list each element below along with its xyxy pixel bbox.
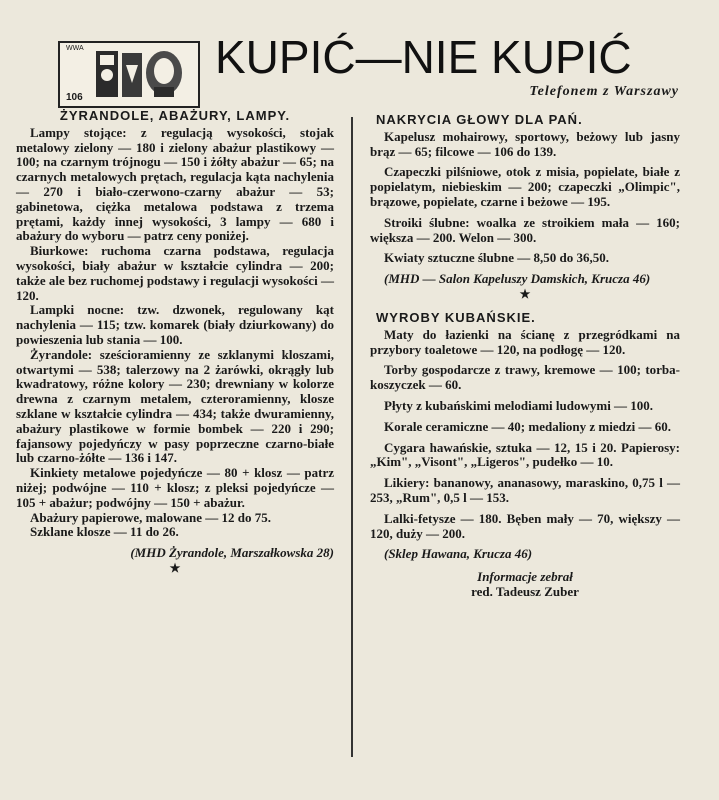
paragraph: Płyty z kubańskimi melodiami ludowymi — 100. (384, 397, 654, 413)
section-heading-cuban: WYROBY KUBAŃSKIE. (376, 309, 536, 325)
author-label: Informacje zebrał (477, 569, 573, 585)
paragraph: Lalki-fetysze — 180. Bęben mały — 70, większy — 120, duży — 200. (370, 510, 680, 541)
paragraph: Cygara hawańskie, sztuka — 12, 15 i 20. Papierosy: „Kim", „Visont", „Ligeros", pudełko — 10. (370, 439, 680, 470)
paragraph: Maty do łazienki na ścianę z przegródkami na przybory toaletowe — 120, na podłogę — 120. (370, 326, 680, 357)
logo-caption: WWA (66, 45, 84, 52)
right-column (370, 113, 680, 600)
paragraph: Lampy stojące: z regulacją wysokości, stojak metalowy zielony — 180 i zielony abażur plastikowy — 100; na czarnym trójnogu — 150 i żółty abażur — 65; na czarnych metalowych prętach, regulacja kąta nachylenia — 270 i biało-czerwono-czarny abażur — 53; gabinetowa, ciężka metalowa podstawa z trzema prętami, każdy innej wysokości, 3 lampy — 680 i abażury do wyboru — patrz ceny poniżej. (16, 124, 334, 244)
source-credit: (MHD Żyrandole, Marszałkowska 28) (130, 545, 334, 561)
source-credit: (MHD — Salon Kapeluszy Damskich, Krucza 46) (384, 271, 651, 287)
column-logo (58, 41, 200, 108)
star-separator-icon: ★ (169, 560, 181, 575)
paragraph: Korale ceramiczne — 40; medaliony z miedzi — 60. (384, 418, 672, 434)
page-title: KUPIĆ—NIE KUPIĆ (215, 31, 632, 83)
logo-number: 106 (66, 92, 83, 103)
paragraph: Kwiaty sztuczne ślubne — 8,50 do 36,50. (384, 250, 609, 266)
author-credit (370, 570, 680, 600)
paragraph: Lampki nocne: tzw. dzwonek, regulowany kąt nachylenia — 115; tzw. komarek (biały dziurkowany) do powieszenia lub stania — 100. (16, 302, 334, 347)
section-heading-lamps: ŻYRANDOLE, ABAŻURY, LAMPY. (59, 108, 291, 123)
page-subtitle: Telefonem z Warszawy (529, 84, 679, 99)
paragraph: Abażury papierowe, malowane — 12 do 75. (30, 509, 271, 525)
section-heading-hats: NAKRYCIA GŁOWY DLA PAŃ. (376, 112, 583, 127)
paragraph: Biurkowe: ruchoma czarna podstawa, regulacja wysokości, biały abażur w kształcie cylindra — 200; także ale bez ruchomej podstawy i regulacji wysokości — 120. (16, 243, 334, 303)
column-divider (351, 117, 353, 757)
paragraph: Stroiki ślubne: woalka ze stroikiem mała — 160; większa — 200. Welon — 300. (370, 214, 680, 245)
paragraph: Kapelusz mohairowy, sportowy, beżowy lub jasny brąz — 65; filcowe — 106 do 139. (370, 128, 680, 159)
author-name: red. Tadeusz Zuber (471, 583, 579, 599)
paragraph: Kinkiety metalowe pojedyńcze — 80 + klosz — patrz niżej; podwójne — 110 + klosz; z pleksi pojedyńcze — 105 + abażur; podwójny — 150 + abażur. (16, 465, 334, 510)
paragraph: Żyrandole: sześcioramienny ze szklanymi kloszami, otwartymi — 538; talerzowy na 2 żarówki, okrągły lub kwadratowy, różne kolory — 230; drewniany w kolorze drewna z czarnym metalem, czteroramienny, klosze szklane w kształcie cylindra — 434; także dwuramienny, abażury plastikowe w formie bombek — 220 i 290; fajansowy pojedyńczy w pasy poprzeczne czarno-białe lub czarno-żółte — 136 i 147. (16, 346, 334, 466)
paragraph: Szklane klosze — 11 do 26. (30, 524, 179, 540)
paragraph: Czapeczki pilśniowe, otok z misia, popielate, białe z popielatym, niebieskim — 200; czapeczki „Olimpic", brązowe, popielate, czarne i beżowe — 195. (370, 164, 680, 209)
source-credit: (Sklep Hawana, Krucza 46) (384, 546, 533, 562)
star-separator-icon: ★ (519, 286, 531, 301)
paragraph: Likiery: bananowy, ananasowy, maraskino, 0,75 l — 253, „Rum", 0,5 l — 153. (370, 475, 680, 505)
paragraph: Torby gospodarcze z trawy, kremowe — 100; torba-koszyczek — 60. (370, 362, 680, 393)
left-column (16, 109, 334, 575)
